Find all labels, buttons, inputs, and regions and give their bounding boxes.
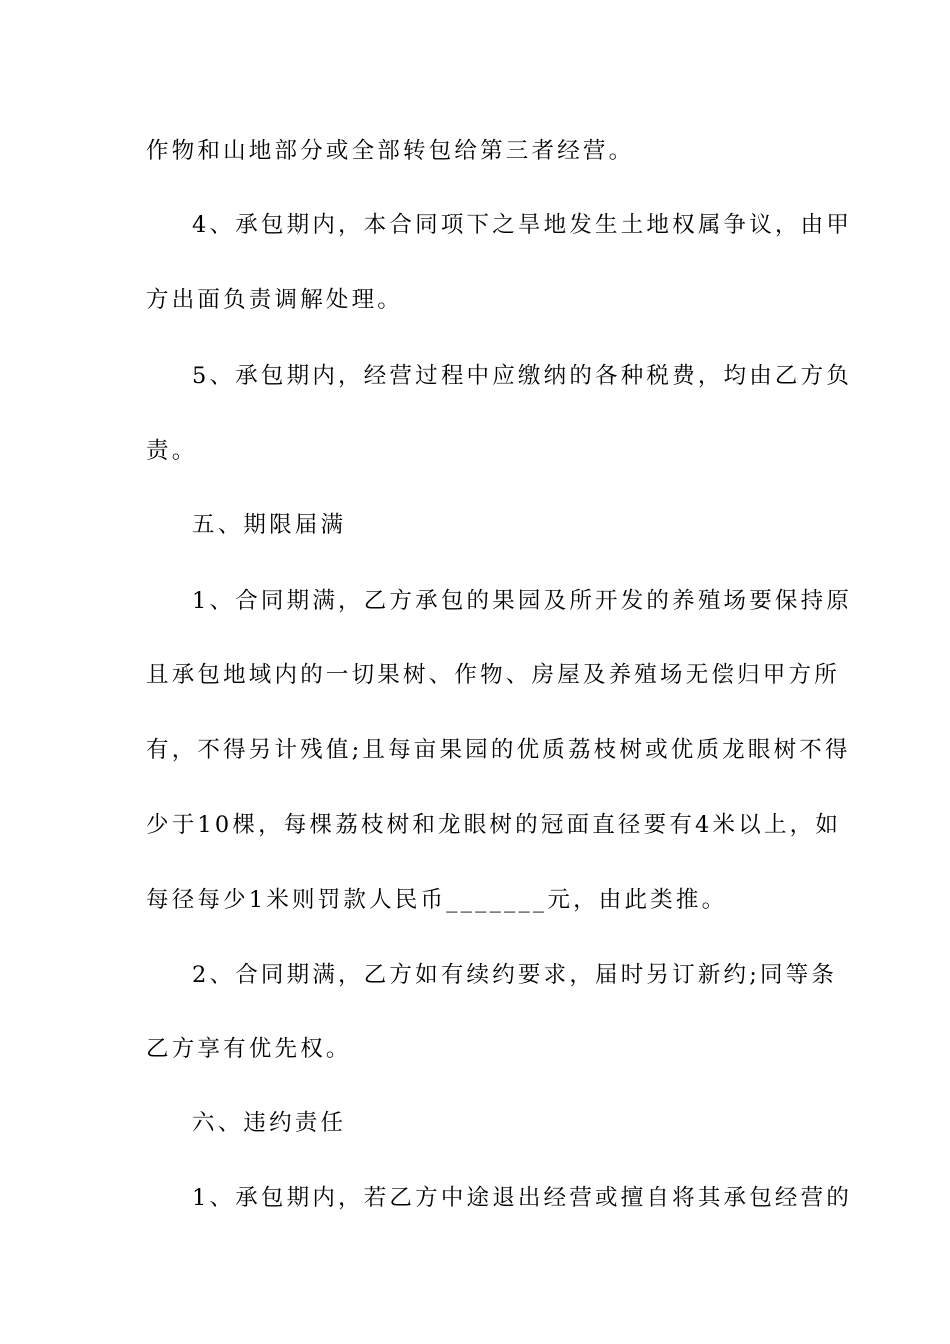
clause-5-line-1: 5、承包期内，经营过程中应缴纳的各种税费，均由乙方负 xyxy=(192,363,853,389)
section5-clause1-line-2: 且承包地域内的一切果树、作物、房屋及养殖场无偿归甲方所 xyxy=(146,662,840,688)
section5-clause1-line-1: 1、合同期满，乙方承包的果园及所开发的养殖场要保持原 xyxy=(192,588,853,614)
section5-clause1-line-3: 有，不得另计残值;且每亩果园的优质荔枝树或优质龙眼树不得 xyxy=(146,737,851,763)
text-line: 作物和山地部分或全部转包给第三者经营。 xyxy=(146,138,635,164)
section5-clause1-line-4: 少于10棵，每棵荔枝树和龙眼树的冠面直径要有4米以上，如 xyxy=(146,812,842,838)
section5-clause2-line-2: 乙方享有优先权。 xyxy=(146,1036,352,1062)
section-heading-6: 六、违约责任 xyxy=(192,1110,347,1136)
section6-clause1-line-1: 1、承包期内，若乙方中途退出经营或擅自将其承包经营的 xyxy=(192,1185,853,1211)
clause-4-line-2: 方出面负责调解处理。 xyxy=(146,287,404,313)
section5-clause1-line-5: 每径每少1米则罚款人民币_______元，由此类推。 xyxy=(146,887,728,913)
clause-4-line-1: 4、承包期内，本合同项下之旱地发生土地权属争议，由甲 xyxy=(192,212,853,238)
section5-clause2-line-1: 2、合同期满，乙方如有续约要求，届时另订新约;同等条 xyxy=(192,962,838,988)
section-heading-5: 五、期限届满 xyxy=(192,512,347,538)
clause-5-line-2: 责。 xyxy=(146,438,198,464)
